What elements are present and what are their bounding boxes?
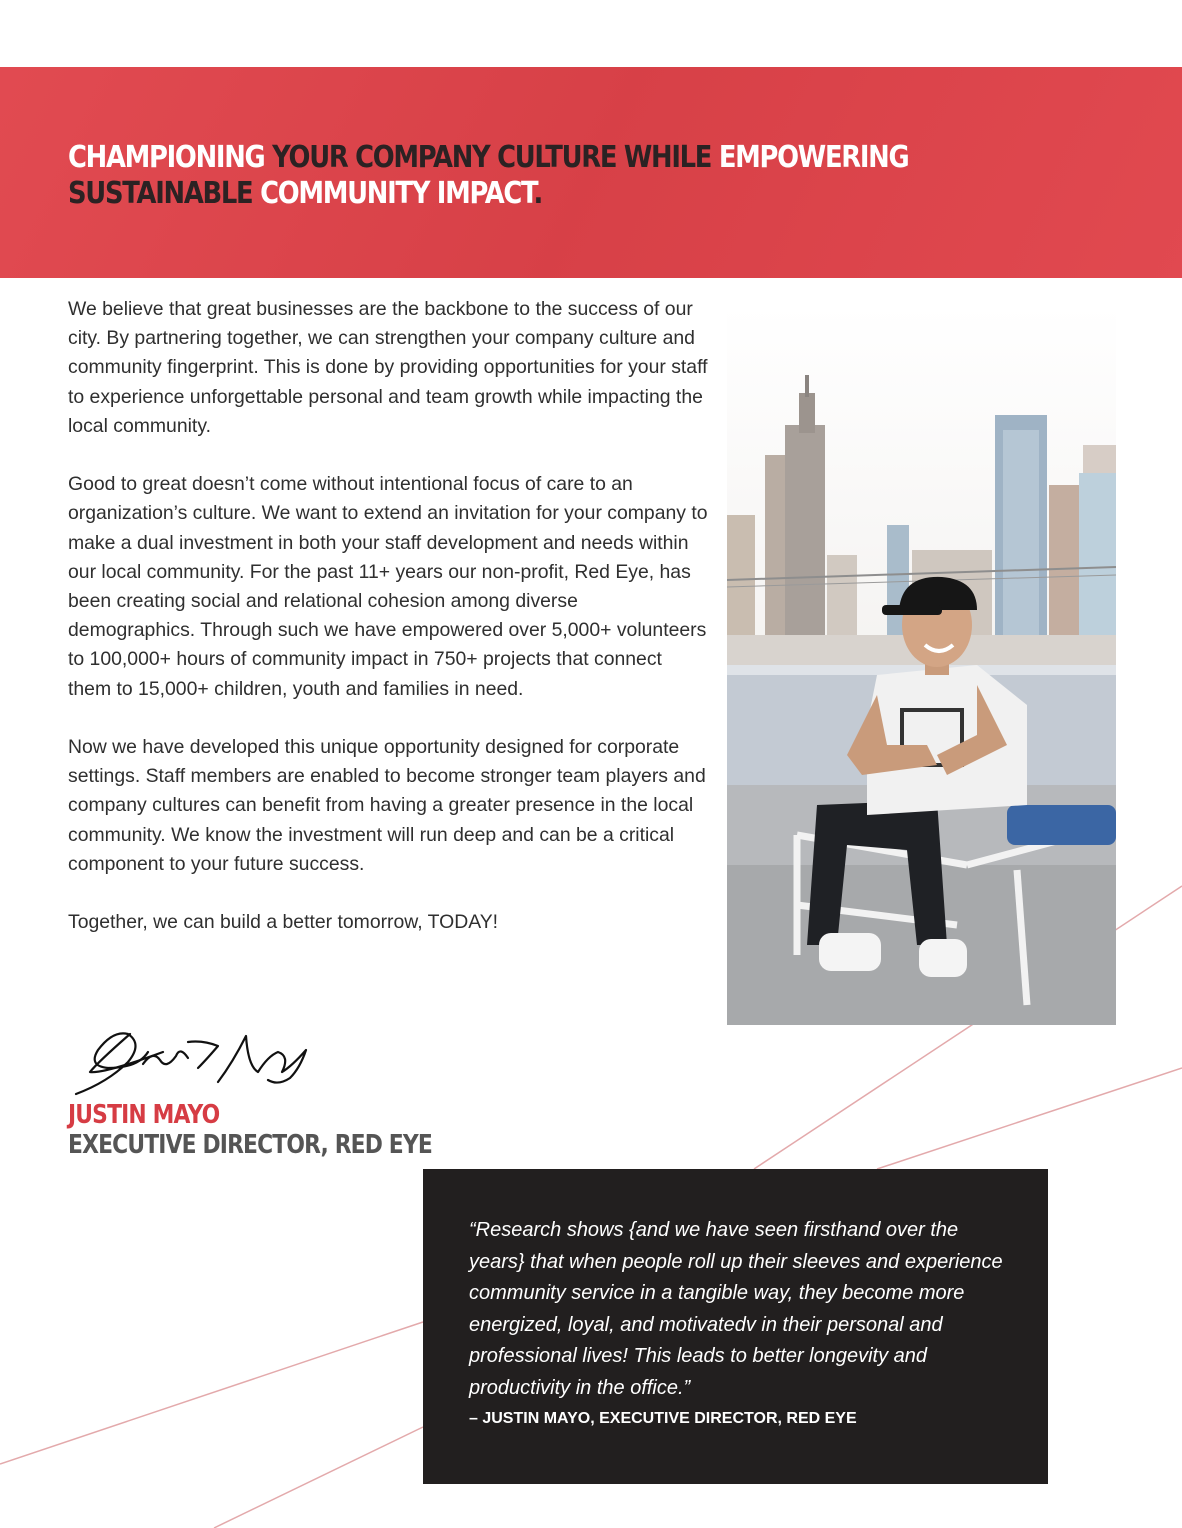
headline-part: . [533, 176, 542, 211]
headline-part: CHAMPIONING [68, 140, 273, 175]
body-copy [68, 295, 708, 937]
body-paragraph: Now we have developed this unique opportunity designed for corporate settings. Staff members are enabled to become stronger team players and company cultures can benefit from having a greater presence in the local community. We know the investment will run deep and can be a critical component to your future success. [68, 736, 706, 875]
quote-attribution: – JUSTIN MAYO, EXECUTIVE DIRECTOR, RED EYE [469, 1410, 857, 1427]
signature-icon [68, 1022, 318, 1102]
headline-part: COMMUNITY IMPACT [260, 176, 534, 211]
signer-name: JUSTIN MAYO [68, 1100, 220, 1130]
quote-text: “Research shows {and we have seen firsthand over the years} that when people roll up their sleeves and experience community service in a tangible way, they become more energized, loyal, and motivatedv in their personal and professional lives! This leads to better longevity and productivity in the office.” [469, 1219, 1003, 1399]
body-paragraph: We believe that great businesses are the backbone to the success of our city. By partnering together, we can strengthen your company culture and community fingerprint. This is done by providing opportunities for your staff to experience unforgettable personal and team growth while impacting the local community. [68, 298, 708, 437]
headline-part: YOUR COMPANY CULTURE WHILE [272, 140, 719, 175]
page-headline [68, 140, 908, 212]
signer-title: EXECUTIVE DIRECTOR, RED EYE [68, 1130, 432, 1160]
director-photo [727, 305, 1116, 1025]
body-paragraph: Good to great doesn’t come without intentional focus of care to an organization’s culture. We want to extend an invitation for your company to make a dual investment in both your staff development and needs within our local community. For the past 11+ years our non-profit, Red Eye, has been creating social and relational cohesion among diverse demographics. Through such we have empowered over 5,000+ volunteers to 100,000+ hours of community impact in 750+ projects that connect them to 15,000+ children, youth and families in need. [68, 473, 708, 700]
headline-part: SUSTAINABLE [68, 176, 261, 211]
quote-box [423, 1169, 1048, 1484]
headline-part: EMPOWERING [718, 140, 909, 175]
closing-line: Together, we can build a better tomorrow, TODAY! [68, 911, 499, 934]
